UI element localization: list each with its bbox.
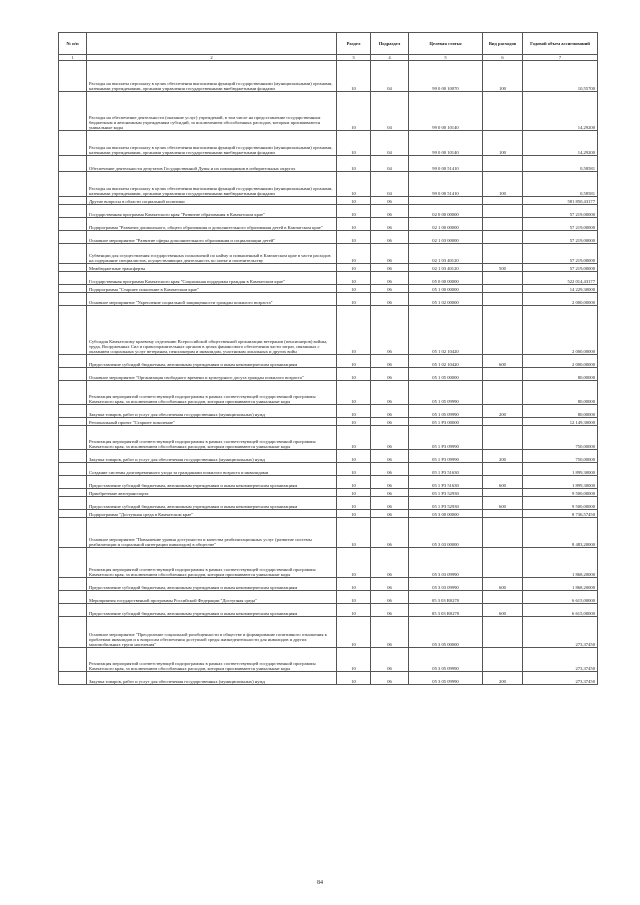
cell-expense-type	[483, 218, 523, 231]
cell-amount: 750,00000	[523, 450, 598, 463]
cell-section: 10	[337, 548, 371, 578]
cell-amount: 12 149,30000	[523, 418, 598, 426]
table-row	[59, 264, 598, 272]
cell-expense-type	[483, 548, 523, 578]
cell-target: 02 0 00 00000	[409, 205, 483, 218]
cell-section: 10	[337, 244, 371, 264]
table-row	[59, 197, 598, 205]
cell-expense-type: 500	[483, 264, 523, 272]
cell-num	[59, 92, 87, 131]
cell-subsection: 06	[371, 463, 409, 476]
column-number: 5	[409, 55, 483, 61]
cell-subsection: 06	[371, 218, 409, 231]
cell-expense-type	[483, 426, 523, 450]
table-row	[59, 548, 598, 578]
page-number: 84	[317, 880, 323, 886]
cell-amount: 1 868,20000	[523, 578, 598, 591]
cell-num	[59, 672, 87, 685]
column-number: 4	[371, 55, 409, 61]
table-row	[59, 463, 598, 476]
cell-num	[59, 272, 87, 285]
cell-amount: 80,00000	[523, 381, 598, 405]
cell-section: 10	[337, 489, 371, 497]
cell-num	[59, 131, 87, 156]
table-row	[59, 672, 598, 685]
cell-subsection: 06	[371, 578, 409, 591]
cell-num	[59, 405, 87, 418]
header-target: Целевая статья	[409, 33, 483, 55]
table-row	[59, 218, 598, 231]
cell-target: 99 0 00 10140	[409, 131, 483, 156]
cell-expense-type	[483, 231, 523, 244]
cell-target: 05 1 05 09990	[409, 405, 483, 418]
cell-subsection: 06	[371, 293, 409, 306]
cell-amount: 0,58581	[523, 172, 598, 197]
cell-name: Основное мероприятие "Организация свободного времени и культурного досуга граждан пожилого возраста"	[87, 368, 337, 381]
cell-expense-type: 100	[483, 61, 523, 92]
cell-target: 99 0 00 51410	[409, 156, 483, 172]
cell-expense-type	[483, 285, 523, 293]
cell-name: Подпрограмма "Доступная среда в Камчатском крае"	[87, 510, 337, 518]
cell-name: Расходы на выплаты персоналу в целях обеспечения выполнения функций государственными (муниципальными) органами, казенными учреждениями, органами управления государственными внебюджетными фондами	[87, 131, 337, 156]
budget-table	[58, 32, 598, 685]
cell-expense-type: 100	[483, 172, 523, 197]
cell-num	[59, 648, 87, 672]
cell-name: Предоставление субсидий бюджетным, автономным учреждениям и иным некоммерческим организациям	[87, 355, 337, 368]
table-row	[59, 510, 598, 518]
cell-target: 05 1 P3 09990	[409, 426, 483, 450]
cell-num	[59, 197, 87, 205]
cell-num	[59, 156, 87, 172]
cell-expense-type: 600	[483, 497, 523, 510]
cell-section: 10	[337, 231, 371, 244]
column-number: 3	[337, 55, 371, 61]
cell-section: 10	[337, 293, 371, 306]
table-row	[59, 405, 598, 418]
cell-target: 05 1 P3 51630	[409, 463, 483, 476]
cell-subsection: 06	[371, 510, 409, 518]
table-row	[59, 172, 598, 197]
cell-expense-type	[483, 92, 523, 131]
cell-name: Создание системы долговременного ухода за гражданами пожилого возраста и инвалидами	[87, 463, 337, 476]
cell-section: 10	[337, 131, 371, 156]
table-row	[59, 285, 598, 293]
header-section: Раздел	[337, 33, 371, 55]
cell-amount: 9 500,00000	[523, 489, 598, 497]
cell-num	[59, 463, 87, 476]
table-row	[59, 418, 598, 426]
cell-amount: 57 219,00000	[523, 244, 598, 264]
cell-amount: 2 000,00000	[523, 306, 598, 355]
table-row	[59, 355, 598, 368]
cell-amount: 57 219,00000	[523, 205, 598, 218]
cell-section: 10	[337, 604, 371, 617]
cell-num	[59, 381, 87, 405]
cell-section: 10	[337, 405, 371, 418]
cell-name: Предоставление субсидий бюджетным, автономным учреждениям и иным некоммерческим организациям	[87, 497, 337, 510]
cell-section: 10	[337, 648, 371, 672]
cell-name: Обеспечение деятельности депутатов Государственной Думы и их помощников в избирательных округах	[87, 156, 337, 172]
cell-num	[59, 426, 87, 450]
cell-target: 02 1 03 00000	[409, 231, 483, 244]
cell-num	[59, 510, 87, 518]
cell-expense-type	[483, 197, 523, 205]
cell-num	[59, 244, 87, 264]
cell-subsection: 04	[371, 131, 409, 156]
table-row	[59, 293, 598, 306]
cell-section: 10	[337, 426, 371, 450]
cell-amount: 1 899,30000	[523, 463, 598, 476]
cell-section: 10	[337, 205, 371, 218]
cell-name: Подпрограмма "Развитие дошкольного, общего образования и дополнительного образования детей в Камчатском крае"	[87, 218, 337, 231]
cell-section: 10	[337, 518, 371, 548]
cell-subsection: 06	[371, 591, 409, 604]
cell-target: 05 0 00 00000	[409, 272, 483, 285]
cell-subsection: 06	[371, 648, 409, 672]
cell-num	[59, 518, 87, 548]
cell-target: 05 3 05 09990	[409, 672, 483, 685]
cell-amount: 1 868,20000	[523, 548, 598, 578]
cell-expense-type	[483, 510, 523, 518]
cell-expense-type	[483, 418, 523, 426]
cell-name: Основное мероприятие "Укрепление социальной защищенности граждан пожилого возраста"	[87, 293, 337, 306]
cell-subsection: 06	[371, 450, 409, 463]
cell-expense-type: 600	[483, 604, 523, 617]
cell-subsection: 06	[371, 285, 409, 293]
cell-target: 05 3 03 R0270	[409, 591, 483, 604]
cell-amount: 750,00000	[523, 426, 598, 450]
cell-expense-type	[483, 381, 523, 405]
table-row	[59, 426, 598, 450]
cell-num	[59, 489, 87, 497]
cell-amount: 273,37450	[523, 648, 598, 672]
cell-name: Основное мероприятие "Развитие сферы дополнительного образования и социализации детей"	[87, 231, 337, 244]
header-expense-type: Вид расходов	[483, 33, 523, 55]
table-row	[59, 156, 598, 172]
cell-section: 10	[337, 672, 371, 685]
cell-section: 10	[337, 368, 371, 381]
cell-subsection: 06	[371, 381, 409, 405]
table-row	[59, 497, 598, 510]
cell-target: 02 1 00 00000	[409, 218, 483, 231]
cell-name: Реализация мероприятий соответствующей подпрограммы в рамках соответствующей государственной программы Камчатского края, за исключением обособленных расходов, которым присваиваются уникальные коды	[87, 381, 337, 405]
cell-subsection: 06	[371, 476, 409, 489]
cell-expense-type	[483, 272, 523, 285]
cell-subsection: 04	[371, 156, 409, 172]
cell-num	[59, 548, 87, 578]
cell-target: 05 1 P3 52930	[409, 489, 483, 497]
cell-section: 10	[337, 617, 371, 648]
table-row	[59, 518, 598, 548]
cell-target: 05 3 05 09990	[409, 648, 483, 672]
cell-name: Региональный проект "Старшее поколение"	[87, 418, 337, 426]
cell-expense-type: 200	[483, 672, 523, 685]
cell-amount: 6 615,00000	[523, 591, 598, 604]
cell-expense-type	[483, 293, 523, 306]
cell-target: 05 1 P3 09990	[409, 450, 483, 463]
cell-num	[59, 293, 87, 306]
table-row	[59, 617, 598, 648]
cell-num	[59, 450, 87, 463]
cell-name: Основное мероприятие "Преодоление социальной разобщенности в обществе и формирование позитивного отношения к проблемам инвалидов и к вопросам обеспечения доступной среды жизнедеятельности для инвалидов и других маломобильных групп населения"	[87, 617, 337, 648]
table-row	[59, 92, 598, 131]
table-row	[59, 578, 598, 591]
cell-amount: 14 229,30000	[523, 285, 598, 293]
table-row	[59, 450, 598, 463]
cell-name: Основное мероприятие "Повышение уровня доступности и качества реабилитационных услуг (развитие системы реабилитации и социальной интеграции инвалидов) в обществе"	[87, 518, 337, 548]
table-row	[59, 381, 598, 405]
cell-subsection: 04	[371, 92, 409, 131]
cell-section: 10	[337, 510, 371, 518]
cell-amount: 80,00000	[523, 405, 598, 418]
cell-section: 10	[337, 92, 371, 131]
cell-subsection: 06	[371, 497, 409, 510]
cell-target: 05 1 P3 51630	[409, 476, 483, 489]
cell-amount: 9 500,00000	[523, 497, 598, 510]
cell-target: 02 1 03 40120	[409, 264, 483, 272]
cell-target: 99 0 00 10140	[409, 92, 483, 131]
cell-num	[59, 218, 87, 231]
cell-expense-type	[483, 156, 523, 172]
cell-name: Предоставление субсидий бюджетным, автономным учреждениям и иным некоммерческим организациям	[87, 578, 337, 591]
table-row	[59, 476, 598, 489]
cell-section: 10	[337, 381, 371, 405]
cell-expense-type: 100	[483, 131, 523, 156]
cell-section: 10	[337, 197, 371, 205]
table-row	[59, 489, 598, 497]
cell-expense-type	[483, 648, 523, 672]
cell-num	[59, 264, 87, 272]
cell-subsection: 06	[371, 672, 409, 685]
cell-section: 10	[337, 418, 371, 426]
cell-target: 99 0 00 51410	[409, 172, 483, 197]
cell-subsection: 06	[371, 355, 409, 368]
cell-subsection: 04	[371, 172, 409, 197]
cell-subsection: 06	[371, 418, 409, 426]
cell-expense-type: 600	[483, 578, 523, 591]
cell-num	[59, 476, 87, 489]
cell-num	[59, 285, 87, 293]
column-number: 7	[523, 55, 598, 61]
header-num: № п/п	[59, 33, 87, 55]
cell-name: Закупка товаров, работ и услуг для обеспечения государственных (муниципальных) нужд	[87, 405, 337, 418]
table-body	[59, 61, 598, 685]
cell-section: 10	[337, 285, 371, 293]
cell-num	[59, 205, 87, 218]
column-number: 1	[59, 55, 87, 61]
cell-subsection: 06	[371, 368, 409, 381]
cell-num	[59, 578, 87, 591]
header-amount: Годовой объем ассигнований	[523, 33, 598, 55]
cell-num	[59, 418, 87, 426]
table-row	[59, 231, 598, 244]
cell-amount: 273,37450	[523, 672, 598, 685]
cell-expense-type	[483, 244, 523, 264]
cell-section: 10	[337, 264, 371, 272]
cell-amount: 80,00000	[523, 368, 598, 381]
cell-amount: 2 000,00000	[523, 293, 598, 306]
cell-section: 10	[337, 463, 371, 476]
cell-target: 99 0 00 10070	[409, 61, 483, 92]
cell-amount: 57 219,00000	[523, 218, 598, 231]
cell-expense-type	[483, 205, 523, 218]
column-number: 6	[483, 55, 523, 61]
cell-name: Расходы на выплаты персоналу в целях обеспечения выполнения функций государственными (муниципальными) органами, казенными учреждениями, органами управления государственными внебюджетными фондами	[87, 172, 337, 197]
cell-num	[59, 617, 87, 648]
cell-target: 02 1 03 40120	[409, 244, 483, 264]
cell-section: 10	[337, 450, 371, 463]
cell-subsection: 06	[371, 617, 409, 648]
cell-amount: 522 014,43177	[523, 272, 598, 285]
table-row	[59, 591, 598, 604]
cell-target: 05 1 00 00000	[409, 285, 483, 293]
cell-target: 05 1 02 10420	[409, 355, 483, 368]
cell-subsection: 06	[371, 231, 409, 244]
cell-section: 10	[337, 156, 371, 172]
cell-name: Реализация мероприятий соответствующей подпрограммы в рамках соответствующей государственной программы Камчатского края, за исключением обособленных расходов, которым присваиваются уникальные коды	[87, 548, 337, 578]
cell-target: 05 3 03 09990	[409, 578, 483, 591]
cell-section: 10	[337, 591, 371, 604]
cell-name: Закупка товаров, работ и услуг для обеспечения государственных (муниципальных) нужд	[87, 450, 337, 463]
column-number: 2	[87, 55, 337, 61]
cell-section: 10	[337, 272, 371, 285]
cell-section: 10	[337, 306, 371, 355]
cell-target	[409, 197, 483, 205]
cell-num	[59, 172, 87, 197]
table-header-row	[59, 33, 598, 55]
cell-amount: 1 899,30000	[523, 476, 598, 489]
cell-target: 05 1 02 10420	[409, 306, 483, 355]
table-row	[59, 648, 598, 672]
cell-name: Реализация мероприятий соответствующей подпрограммы в рамках соответствующей государственной программы Камчатского края, за исключением обособленных расходов, которым присваиваются уникальные коды	[87, 648, 337, 672]
cell-num	[59, 591, 87, 604]
cell-expense-type	[483, 617, 523, 648]
cell-subsection: 06	[371, 548, 409, 578]
cell-subsection: 06	[371, 306, 409, 355]
cell-num	[59, 355, 87, 368]
cell-num	[59, 306, 87, 355]
cell-num	[59, 604, 87, 617]
cell-subsection: 06	[371, 604, 409, 617]
table-row	[59, 306, 598, 355]
cell-name: Предоставление субсидий бюджетным, автономным учреждениям и иным некоммерческим организациям	[87, 476, 337, 489]
cell-section: 10	[337, 578, 371, 591]
cell-section: 10	[337, 497, 371, 510]
cell-name: Государственная программа Камчатского края "Развитие образования в Камчатском крае"	[87, 205, 337, 218]
cell-subsection: 06	[371, 205, 409, 218]
cell-amount: 581 850,43177	[523, 197, 598, 205]
cell-name: Государственная программа Камчатского края "Социальная поддержка граждан в Камчатском крае"	[87, 272, 337, 285]
cell-target: 05 3 03 00000	[409, 518, 483, 548]
cell-amount: 8 483,20000	[523, 518, 598, 548]
cell-section: 10	[337, 172, 371, 197]
cell-amount: 8 736,57450	[523, 510, 598, 518]
cell-amount: 14,29200	[523, 131, 598, 156]
cell-amount: 6 615,00000	[523, 604, 598, 617]
cell-subsection: 04	[371, 61, 409, 92]
table-row	[59, 244, 598, 264]
cell-expense-type: 600	[483, 355, 523, 368]
cell-num	[59, 497, 87, 510]
cell-target: 05 1 P3 52930	[409, 497, 483, 510]
cell-name: Расходы на обеспечение деятельности (оказание услуг) учреждений, в том числе на предоставление государственным бюджетным и автономным учреждениям субсидий, за исключением обособленных расходов, которым присваиваются уникальные коды	[87, 92, 337, 131]
table-row	[59, 272, 598, 285]
cell-amount: 57 219,00000	[523, 231, 598, 244]
cell-expense-type	[483, 306, 523, 355]
cell-subsection: 06	[371, 197, 409, 205]
header-subsection: Подраздел	[371, 33, 409, 55]
cell-name: Предоставление субсидий бюджетным, автономным учреждениям и иным некоммерческим организациям	[87, 604, 337, 617]
cell-expense-type	[483, 518, 523, 548]
cell-section: 10	[337, 61, 371, 92]
cell-subsection: 06	[371, 244, 409, 264]
cell-expense-type	[483, 368, 523, 381]
cell-target: 05 1 02 00000	[409, 293, 483, 306]
cell-name: Мероприятия государственной программы Российской Федерации "Доступная среда"	[87, 591, 337, 604]
cell-expense-type: 200	[483, 405, 523, 418]
cell-target: 05 3 00 00000	[409, 510, 483, 518]
cell-subsection: 06	[371, 426, 409, 450]
cell-target: 05 1 05 00000	[409, 368, 483, 381]
cell-section: 10	[337, 476, 371, 489]
cell-amount: 57 219,00000	[523, 264, 598, 272]
cell-num	[59, 231, 87, 244]
cell-subsection: 06	[371, 272, 409, 285]
cell-num	[59, 61, 87, 92]
cell-expense-type	[483, 463, 523, 476]
cell-name: Другие вопросы в области социальной политики	[87, 197, 337, 205]
cell-expense-type	[483, 591, 523, 604]
cell-amount: 2 000,00000	[523, 355, 598, 368]
cell-target: 05 3 03 R0270	[409, 604, 483, 617]
table-row	[59, 61, 598, 92]
table-row	[59, 368, 598, 381]
table-row	[59, 131, 598, 156]
cell-amount: 14,29200	[523, 92, 598, 131]
table-row	[59, 604, 598, 617]
cell-subsection: 06	[371, 518, 409, 548]
cell-name: Реализация мероприятий соответствующей подпрограммы в рамках соответствующей государственной программы Камчатского края, за исключением обособленных расходов, которым присваиваются уникальные коды	[87, 426, 337, 450]
cell-name: Расходы на выплаты персоналу в целях обеспечения выполнения функций государственными (муниципальными) органами, казенными учреждениями, органами управления государственными внебюджетными фондами	[87, 61, 337, 92]
cell-name: Закупка товаров, работ и услуг для обеспечения государственных (муниципальных) нужд	[87, 672, 337, 685]
cell-target: 05 3 05 00000	[409, 617, 483, 648]
table-row	[59, 205, 598, 218]
cell-section: 10	[337, 218, 371, 231]
cell-name: Подпрограмма "Старшее поколение в Камчатском крае"	[87, 285, 337, 293]
cell-name: Межбюджетные трансферты	[87, 264, 337, 272]
cell-expense-type	[483, 489, 523, 497]
cell-amount: 0,58581	[523, 156, 598, 172]
header-name	[87, 33, 337, 55]
cell-amount: 273,37450	[523, 617, 598, 648]
cell-amount: 10,55700	[523, 61, 598, 92]
cell-subsection: 06	[371, 405, 409, 418]
cell-expense-type: 600	[483, 476, 523, 489]
cell-expense-type: 200	[483, 450, 523, 463]
cell-target: 05 3 03 09990	[409, 548, 483, 578]
cell-section: 10	[337, 355, 371, 368]
cell-target: 05 1 05 09990	[409, 381, 483, 405]
cell-target: 05 1 P3 00000	[409, 418, 483, 426]
cell-subsection: 06	[371, 489, 409, 497]
cell-name: Приобретение автотранспорта	[87, 489, 337, 497]
cell-name: Субсидия Камчатскому краевому отделению Всероссийской общественной организации ветеранов (пенсионеров) войны, труда, Вооруженных Сил и правоохранительных органов в целях финансового обеспечения части затрат, связанных с оказанием социальных услуг ветеранам, пенсионерам и инвалидам, участникам локальных и других войн	[87, 306, 337, 355]
cell-subsection: 06	[371, 264, 409, 272]
cell-name: Субвенции для осуществления государственных полномочий по найму и повышенный в Камчатском крае в части расходов на содержание специалистов, осуществляющих деятельность по опеке и попечительству	[87, 244, 337, 264]
cell-num	[59, 368, 87, 381]
